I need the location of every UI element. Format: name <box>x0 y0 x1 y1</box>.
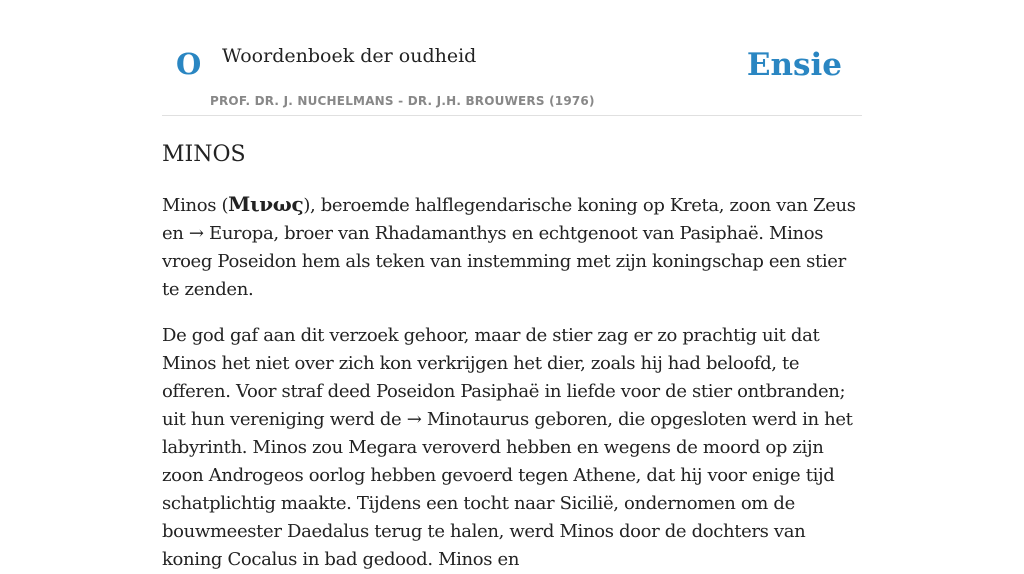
text-segment: De god gaf aan dit verzoek gehoor, maar de stier zag er zo prachtig uit dat Minos het niet over zich kon verkrijgen het dier, zoals hij had beloofd, te offeren. Voor straf deed Poseidon Pasiphaë in liefde voor de stier ontbranden; uit hun vereniging werd de <box>162 325 846 431</box>
page-header <box>162 0 862 116</box>
greek-name: Μινως <box>228 192 304 217</box>
entry-paragraph <box>162 190 862 304</box>
book-authors: PROF. DR. J. NUCHELMANS - DR. J.H. BROUWERS (1976) <box>210 94 595 108</box>
link-minotaurus[interactable]: → Minotaurus <box>406 409 529 431</box>
text-segment: , broer van Rhadamanthys en echtgenoot van Pasiphaë. Minos vroeg Poseidon hem als teken van instemming met zijn koningschap een stier te zenden. <box>162 223 846 301</box>
entry-title: MINOS <box>162 142 246 167</box>
section-letter[interactable]: O <box>176 47 202 81</box>
page <box>162 0 862 574</box>
text-segment: ), beroemde halflegendarische koning op Kreta, zoon van Zeus en <box>162 195 856 245</box>
text-segment: geboren, die opgesloten werd in het labyrinth. Minos zou Megara veroverd hebben en wegens de moord op zijn zoon Androgeos oorlog hebben gevoerd tegen Athene, dat hij voor enige tijd schatplichtig maakte. Tijdens een tocht naar Sicilië, ondernomen om de bouwmeester Daedalus terug te halen, werd Minos door de dochters van koning Cocalus in bad gedood. Minos en <box>162 409 853 571</box>
link-europa[interactable]: → Europa <box>188 223 274 245</box>
entry-paragraph <box>162 322 862 574</box>
book-title[interactable]: Woordenboek der oudheid <box>222 45 477 67</box>
text-segment: Minos ( <box>162 195 229 217</box>
ensie-logo[interactable]: Ensie <box>746 47 842 83</box>
